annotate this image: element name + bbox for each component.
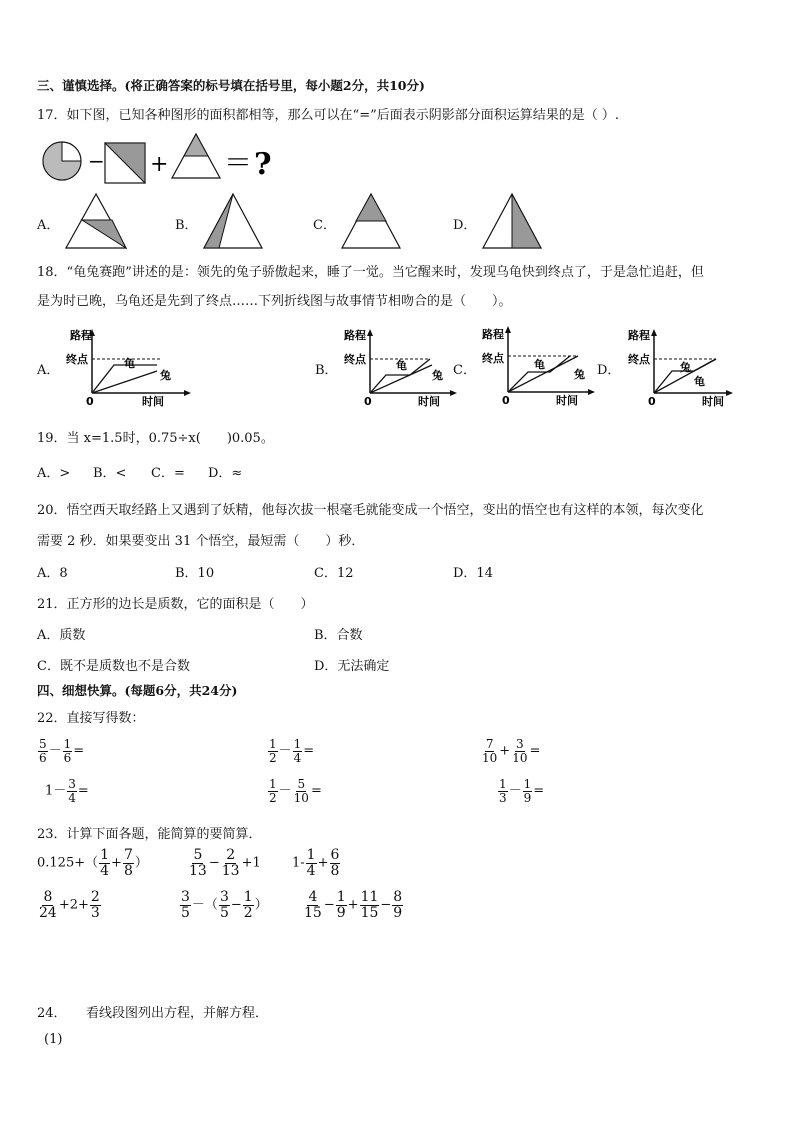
q23-expr-1: 0.125+（ $\frac{1}{4}$ + $\frac{7}{8}$ ）	[37, 847, 148, 879]
q17-option-b-figure[interactable]	[202, 192, 264, 250]
svg-text:龟: 龟	[694, 375, 705, 388]
svg-text:兔: 兔	[680, 361, 691, 374]
svg-text:路程: 路程	[70, 329, 92, 342]
svg-text:终点: 终点	[66, 353, 88, 366]
q19-option-b[interactable]: B．<	[93, 466, 127, 481]
q22-expr-1: $\frac{5}{6}$ － $\frac{1}{6}$ =	[39, 737, 85, 765]
q19-option-c[interactable]: C．=	[151, 466, 185, 481]
q17-option-c-figure[interactable]	[340, 192, 402, 250]
svg-text:兔: 兔	[160, 369, 171, 382]
question-mark: ?	[254, 147, 272, 182]
q24-text: 24． 看线段图列出方程，并解方程．	[37, 1006, 269, 1021]
q20-option-a[interactable]: A．8	[37, 566, 68, 581]
q22-expr-2: $\frac{1}{2}$ － $\frac{1}{4}$ =	[269, 737, 315, 765]
q17-option-c: C．	[313, 218, 336, 233]
q18-graph-a[interactable]	[62, 325, 192, 407]
q22-text: 22．直接写得数：	[37, 711, 145, 726]
minus-sign: −	[88, 149, 105, 173]
svg-text:时间: 时间	[418, 395, 440, 408]
q23-text: 23．计算下面各题，能简算的要简算．	[37, 827, 262, 842]
equals-sign: ＝	[224, 146, 253, 179]
q21-text: 21．正方形的边长是质数，它的面积是（ ）	[37, 597, 314, 612]
section-3-title: 三、谨慎选择。(将正确答案的标号填在括号里，每小题2分，共10分)	[37, 78, 425, 93]
q18-option-a: A．	[37, 363, 60, 378]
q20-option-d[interactable]: D．14	[453, 566, 493, 581]
svg-text:时间: 时间	[702, 395, 724, 408]
svg-text:兔: 兔	[432, 369, 443, 382]
svg-text:兔: 兔	[574, 368, 585, 381]
q22-expr-4: 1－ $\frac{3}{4}$ =	[45, 777, 89, 805]
q23-expr-2: $\frac{5}{13}$ − $\frac{2}{13}$ +1	[189, 847, 261, 879]
q17-option-d: D．	[453, 218, 477, 233]
q18-graph-c[interactable]	[478, 322, 598, 407]
svg-text:路程: 路程	[628, 329, 650, 342]
q24-sub-1: (1)	[44, 1032, 63, 1047]
q23-expr-5: $\frac{3}{5}$ －（ $\frac{3}{5}$ − $\frac{1}{2}$ ）	[181, 889, 268, 921]
triangle-shape	[172, 134, 220, 178]
q18-graph-d[interactable]	[624, 325, 736, 407]
q22-expr-3: $\frac{7}{10}$ + $\frac{3}{10}$ =	[482, 737, 541, 765]
q18-text-line2: 是为时已晚，乌龟还是先到了终点……下列折线图与故事情节相吻合的是（ ）。	[37, 294, 512, 309]
q17-equation-figure	[40, 138, 280, 188]
q18-option-b: B．	[315, 363, 338, 378]
q18-option-d: D．	[597, 363, 621, 378]
svg-text:终点: 终点	[482, 352, 504, 365]
section-4-title: 四、细想快算。(每题6分，共24分)	[37, 683, 238, 698]
q20-text-line1: 20．悟空西天取经路上又遇到了妖精，他每次拔一根毫毛就能变成一个悟空，变出的悟空也有这样的本领，每次变化	[37, 503, 704, 518]
svg-text:0: 0	[86, 395, 94, 408]
q23-expr-6: $\frac{4}{15}$ − $\frac{1}{9}$ + $\frac{11}{15}$ − $\frac{8}{9}$	[304, 889, 403, 921]
q19-option-a[interactable]: A．>	[37, 466, 71, 481]
q23-expr-4: $\frac{8}{24}$ +2+ $\frac{2}{3}$	[39, 889, 100, 921]
svg-text:路程: 路程	[482, 328, 504, 341]
svg-text:终点: 终点	[628, 353, 650, 366]
svg-text:0: 0	[502, 394, 510, 407]
q17-option-b: B．	[175, 218, 198, 233]
q18-option-c: C．	[453, 363, 476, 378]
q21-option-a[interactable]: A．质数	[37, 628, 86, 643]
svg-text:时间: 时间	[556, 394, 578, 407]
svg-text:时间: 时间	[142, 395, 164, 408]
q17-option-d-figure[interactable]	[481, 192, 543, 250]
q18-graph-b[interactable]	[340, 325, 460, 407]
q18-text-line1: 18．“龟兔赛跑”讲述的是：领先的兔子骄傲起来，睡了一觉。当它醒来时，发现乌龟快到终点了，于是急忙追赶，但	[37, 265, 704, 280]
q21-option-b[interactable]: B．合数	[314, 628, 363, 643]
q22-expr-6: $\frac{1}{3}$ － $\frac{1}{9}$ =	[499, 777, 545, 805]
q22-expr-5: $\frac{1}{2}$ － $\frac{5}{10}$ =	[269, 777, 322, 805]
q21-option-d[interactable]: D．无法确定	[314, 659, 390, 674]
q17-option-a: A．	[37, 218, 60, 233]
q21-option-c[interactable]: C．既不是质数也不是合数	[37, 659, 190, 674]
svg-text:龟: 龟	[396, 359, 407, 372]
svg-text:终点: 终点	[344, 353, 366, 366]
q23-expr-3: 1- $\frac{1}{4}$ + $\frac{6}{8}$	[292, 847, 340, 879]
square-shape	[105, 143, 145, 183]
svg-text:龟: 龟	[124, 357, 135, 370]
q17-option-a-figure[interactable]	[64, 192, 128, 250]
svg-text:0: 0	[648, 395, 656, 408]
svg-text:路程: 路程	[344, 329, 366, 342]
q20-option-b[interactable]: B．10	[175, 566, 215, 581]
q20-option-c[interactable]: C．12	[314, 566, 354, 581]
svg-text:龟: 龟	[534, 358, 545, 371]
q20-text-line2: 需要 2 秒．如果要变出 31 个悟空，最短需（ ）秒．	[37, 534, 365, 549]
q19-text: 19．当 x=1.5时，0.75÷x( )0.05。	[37, 431, 274, 446]
q17-text: 17．如下图，已知各种图形的面积都相等，那么可以在“=”后面表示阴影部分面积运算结果的是（ ）.	[37, 108, 619, 123]
svg-text:0: 0	[364, 395, 372, 408]
q19-option-d[interactable]: D．≈	[208, 466, 243, 481]
circle-shape	[43, 142, 81, 180]
plus-sign: +	[150, 152, 169, 177]
